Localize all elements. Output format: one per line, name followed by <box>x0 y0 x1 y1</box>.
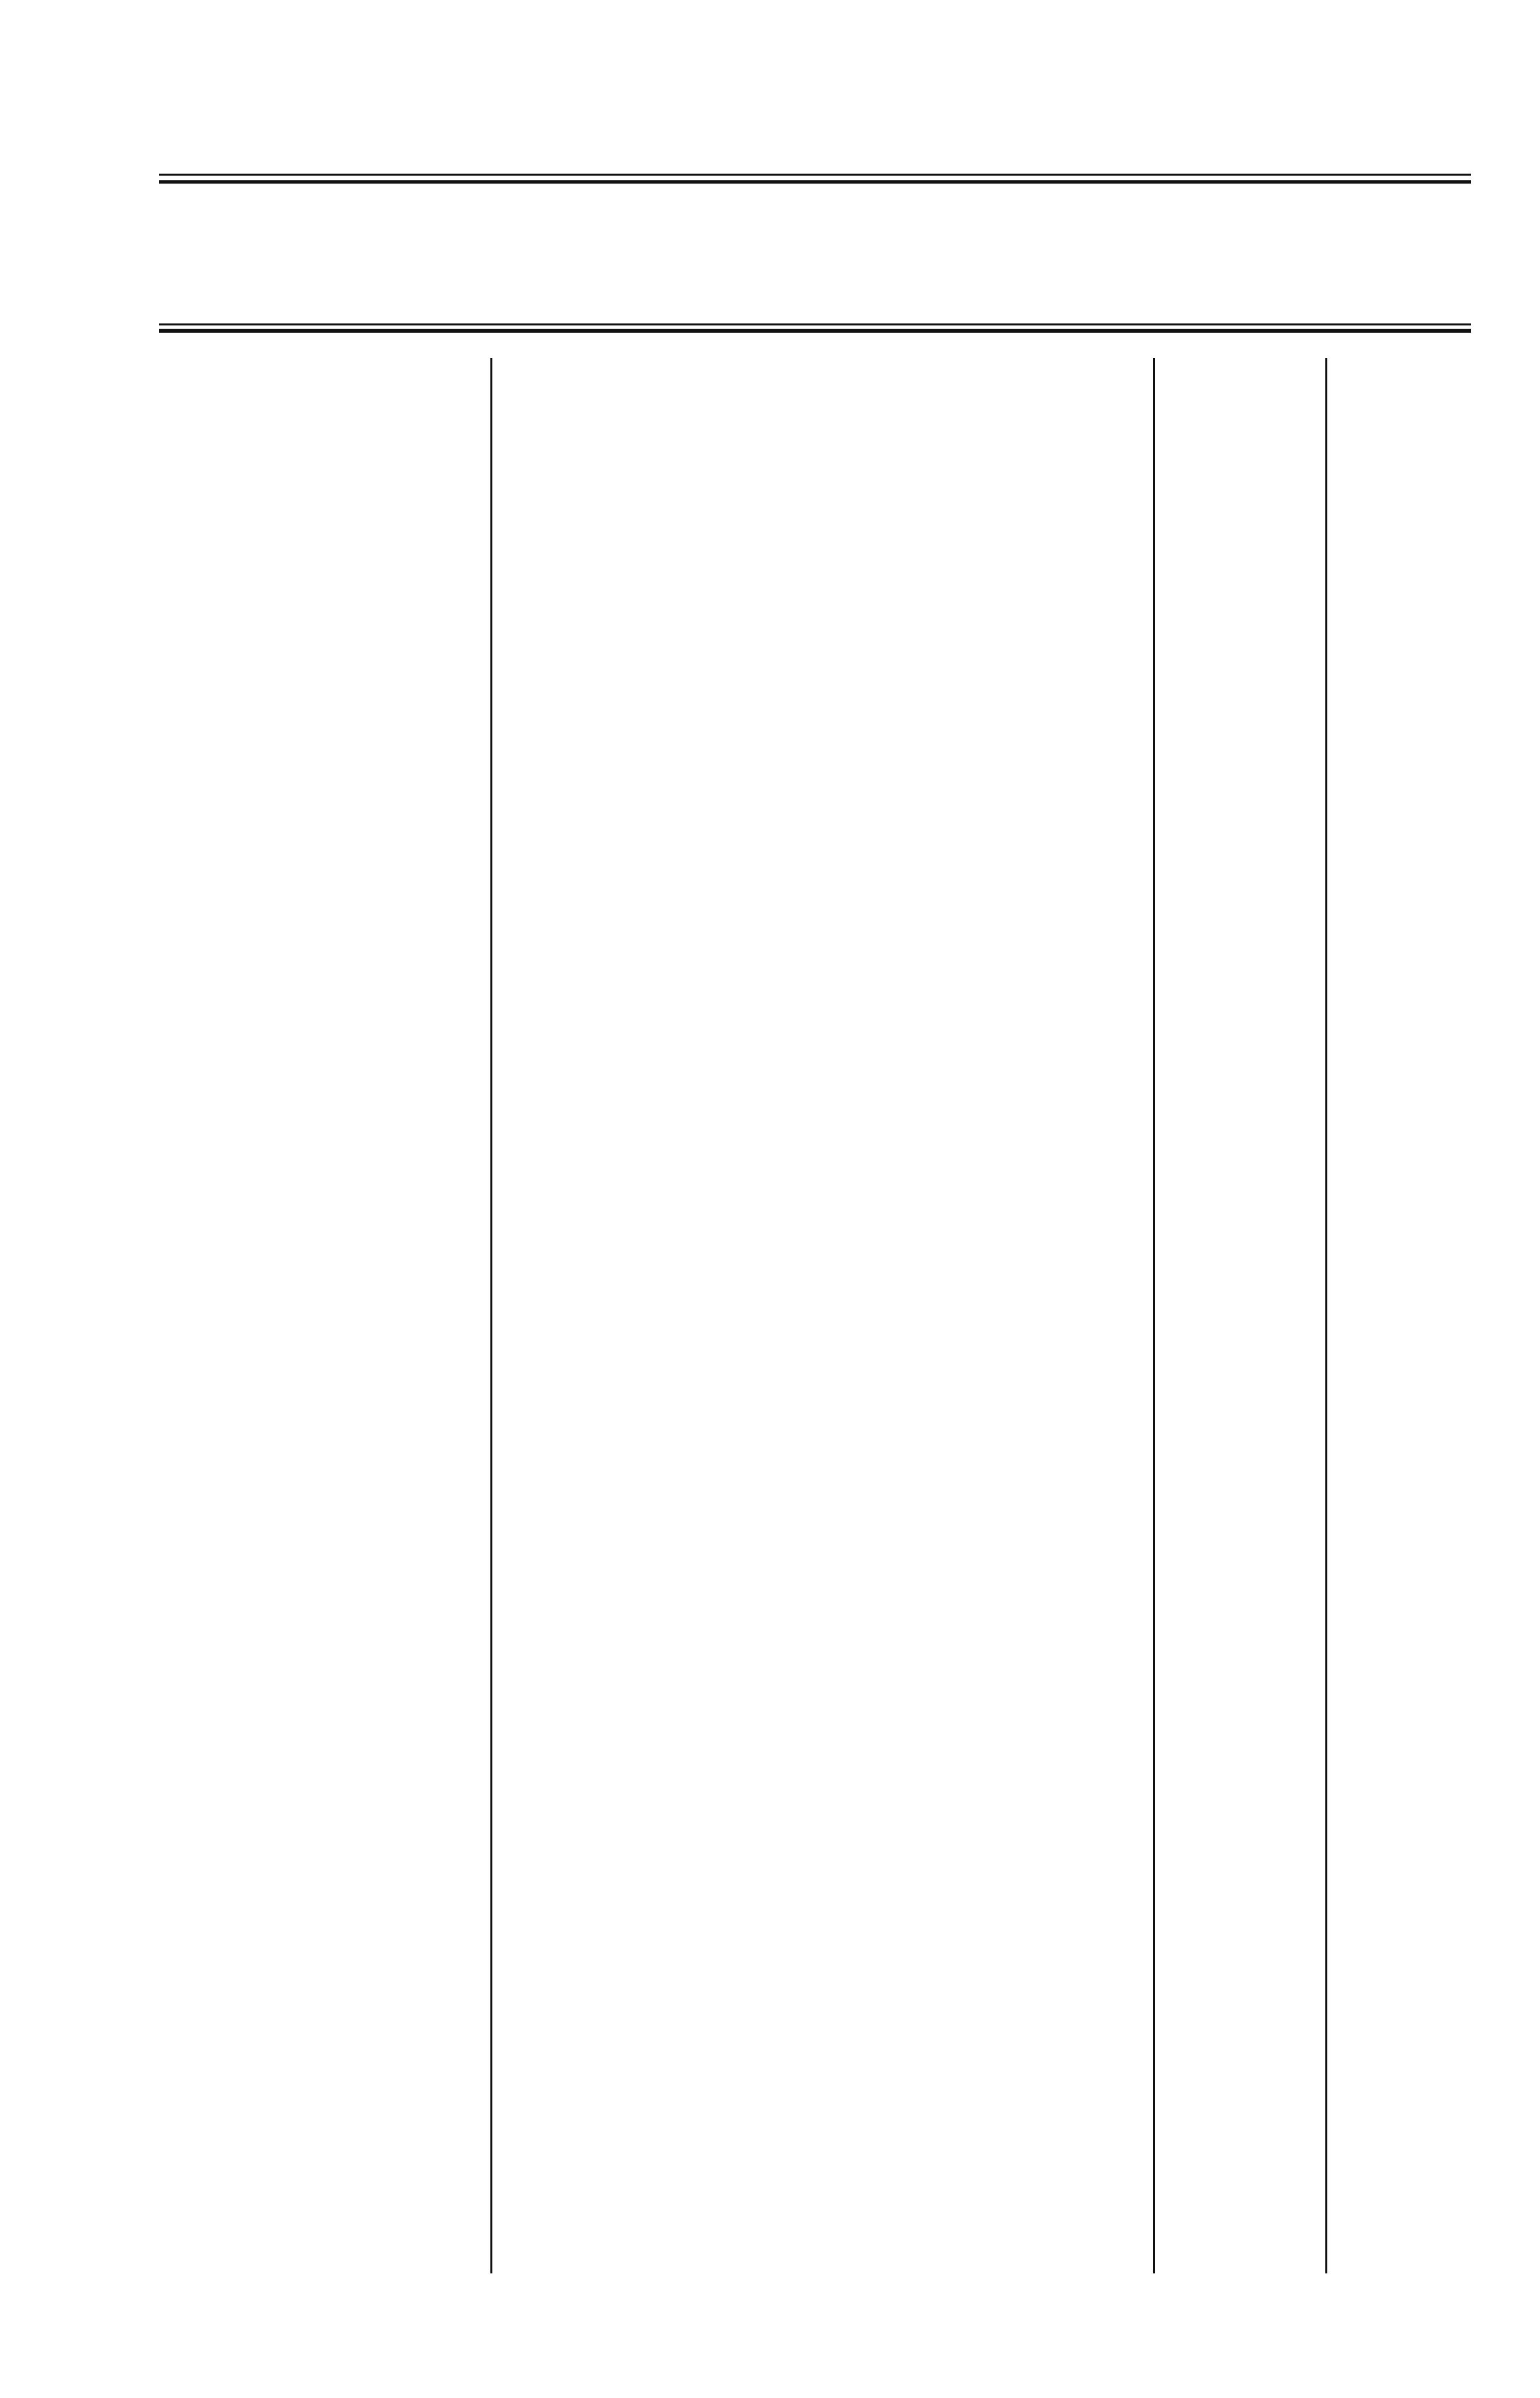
header-rule-bottom <box>159 180 1471 184</box>
title-rule-bottom <box>159 329 1471 333</box>
header-rule-top <box>159 174 1471 176</box>
column-rule-names <box>490 358 492 2273</box>
column-rule-amounts <box>1153 358 1155 2273</box>
title-rule-top <box>159 323 1471 325</box>
column-rule-totals <box>1325 358 1327 2273</box>
